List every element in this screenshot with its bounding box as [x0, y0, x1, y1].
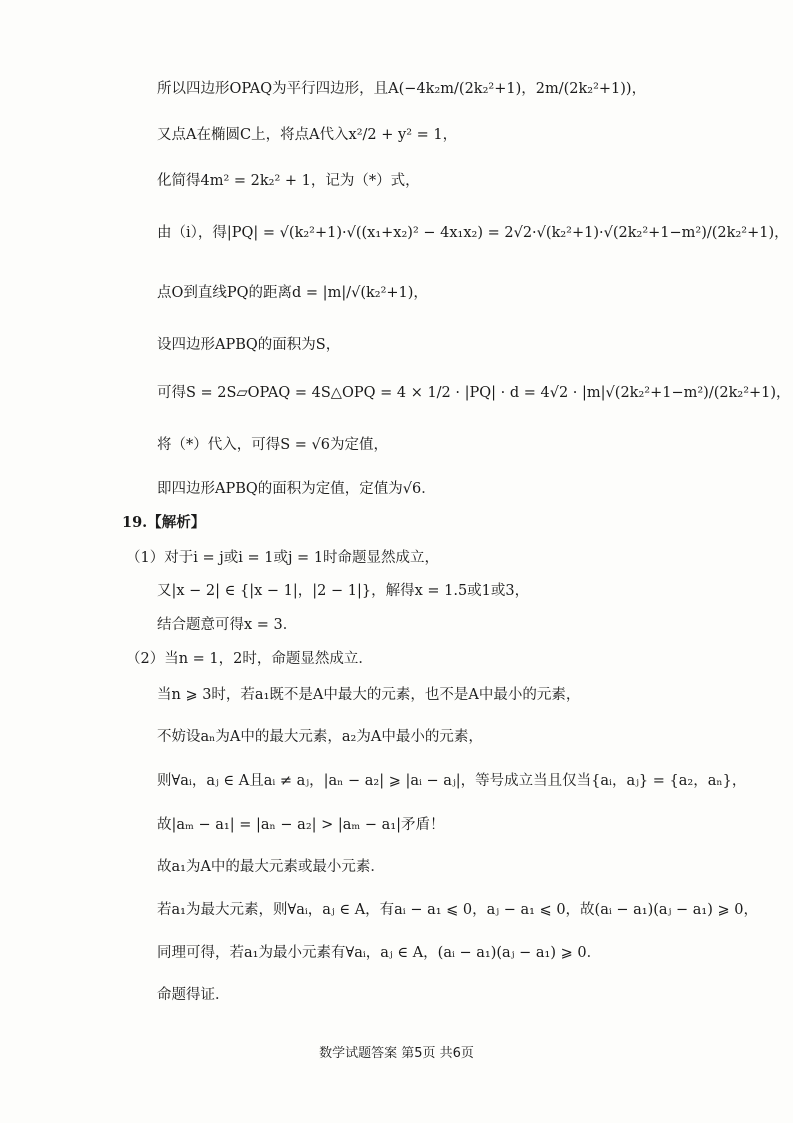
- solution-line: 命题得证．: [157, 987, 230, 1003]
- solution-line: 可得S = 2S▱OPAQ = 4S△OPQ = 4 × 1/2 · |PQ| · d = 4√2 · |m|√(2k₂²+1−m²)/(2k₂²+1)，: [157, 385, 791, 401]
- solution-line: 又|x − 2| ∈ {|x − 1|，|2 − 1|}，解得x = 1.5或1或3，: [157, 583, 530, 599]
- solution-line: 不妨设aₙ为A中的最大元素，a₂为A中最小的元素，: [157, 729, 483, 745]
- solution-line: 即四边形APBQ的面积为定值，定值为√6．: [157, 481, 436, 497]
- solution-line: 由（i），得|PQ| = √(k₂²+1)·√((x₁+x₂)² − 4x₁x₂) = 2√2·√(k₂²+1)·√(2k₂²+1−m²)/(2k₂²+1)，: [157, 225, 789, 241]
- solution-line: 同理可得，若a₁为最小元素有∀aᵢ，aⱼ ∈ A，(aᵢ − a₁)(aⱼ − a₁) ⩾ 0．: [157, 945, 602, 961]
- solution-line: 若a₁为最大元素，则∀aᵢ，aⱼ ∈ A，有aᵢ − a₁ ⩽ 0，aⱼ − a₁ ⩽ 0，故(aᵢ − a₁)(aⱼ − a₁) ⩾ 0，: [157, 902, 758, 918]
- solution-line: （2）当n = 1，2时，命题显然成立．: [126, 651, 373, 667]
- solution-line: 化简得4m² = 2k₂² + 1，记为（*）式，: [157, 173, 420, 189]
- solution-line: 又点A在椭圆C上，将点A代入x²/2 + y² = 1，: [157, 127, 458, 143]
- page-footer: 数学试题答案 第5页 共6页: [319, 1046, 474, 1061]
- solution-line: 当n ⩾ 3时，若a₁既不是A中最大的元素，也不是A中最小的元素，: [157, 687, 581, 703]
- solution-line: 结合题意可得x = 3．: [157, 617, 298, 633]
- solution-line: 则∀aᵢ，aⱼ ∈ A且aᵢ ≠ aⱼ，|aₙ − a₂| ⩾ |aᵢ − aⱼ|，等号成立当且仅当{aᵢ，aⱼ} = {a₂，aₙ}，: [157, 773, 747, 789]
- solution-line: 设四边形APBQ的面积为S，: [157, 337, 341, 353]
- solution-line: 将（*）代入，可得S = √6为定值，: [157, 437, 389, 453]
- solution-line: 19.【解析】: [122, 514, 206, 531]
- solution-line: 点O到直线PQ的距离d = |m|/√(k₂²+1)，: [157, 285, 428, 301]
- solution-line: 故|aₘ − a₁| = |aₙ − a₂| > |aₘ − a₁|矛盾！: [157, 817, 445, 833]
- solution-line: 故a₁为A中的最大元素或最小元素．: [157, 859, 385, 875]
- solution-line: （1）对于i = j或i = 1或j = 1时命题显然成立，: [126, 550, 440, 566]
- solution-line: 所以四边形OPAQ为平行四边形，且A(−4k₂m/(2k₂²+1)，2m/(2k₂²+1))，: [157, 81, 647, 97]
